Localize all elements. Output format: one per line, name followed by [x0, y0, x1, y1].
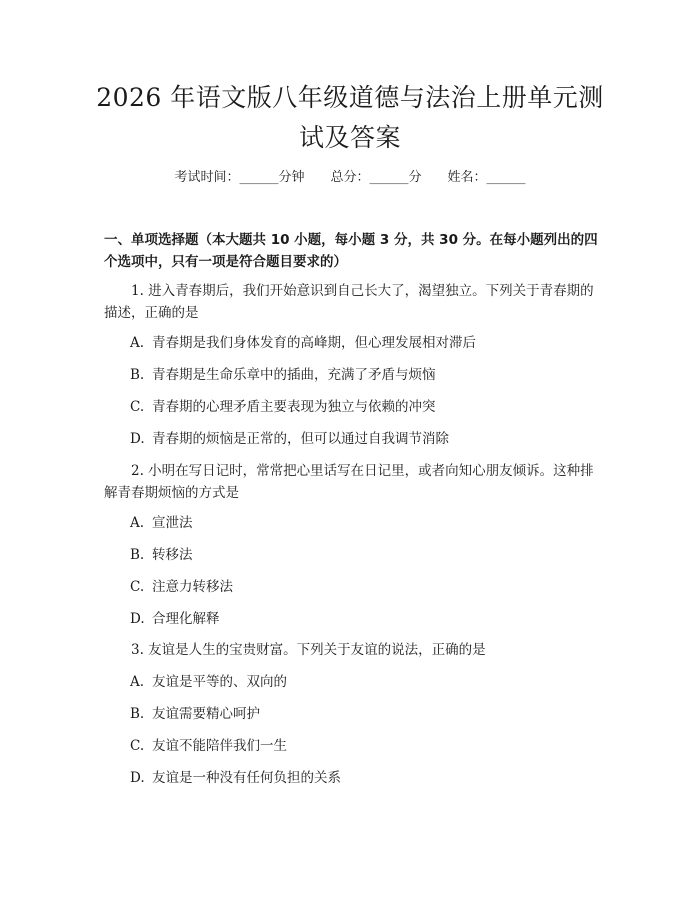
question-2-option-a [130, 512, 600, 534]
question-1-stem: 1. 进入青春期后，我们开始意识到自己长大了，渴望独立。下列关于青春期的描述，正确的是 [104, 283, 594, 321]
question-1-option-b [130, 364, 600, 386]
question-3-option-c [130, 735, 600, 757]
question-3-option-a [130, 671, 600, 693]
question-3-option-d [130, 767, 600, 789]
option-text: 青春期是我们身体发育的高峰期，但心理发展相对滞后 [152, 335, 476, 351]
option-text: 宣泄法 [152, 515, 193, 531]
option-letter: C. [130, 738, 145, 754]
option-text: 转移法 [152, 547, 193, 563]
option-letter: C. [130, 399, 145, 415]
option-letter: D. [130, 770, 145, 786]
document-title: 2026 年语文版八年级道德与法治上册单元测试及答案 [96, 83, 604, 152]
option-letter: B. [130, 547, 145, 563]
option-text: 注意力转移法 [152, 579, 233, 595]
exam-info-line [0, 168, 700, 188]
section-heading-single-choice: 一、单项选择题（本大题共 10 小题，每小题 3 分，共 30 分。在每小题列出的四个选项中，只有一项是符合题目要求的） [104, 232, 598, 270]
option-letter: C. [130, 579, 145, 595]
question-3-stem: 3. 友谊是人生的宝贵财富。下列关于友谊的说法，正确的是 [131, 642, 486, 658]
question-2-stem: 2. 小明在写日记时，常常把心里话写在日记里，或者向知心朋友倾诉。这种排解青春期烦恼的方式是 [104, 463, 594, 501]
option-letter: B. [130, 706, 145, 722]
question-2-option-c [130, 576, 600, 598]
option-letter: D. [130, 431, 145, 447]
option-text: 友谊需要精心呵护 [152, 706, 260, 722]
exam-info-text: 考试时间：______分钟 总分：______分 姓名：______ [174, 170, 526, 185]
question-1-option-a [130, 332, 600, 354]
option-text: 合理化解释 [152, 611, 220, 627]
option-text: 友谊是一种没有任何负担的关系 [152, 770, 341, 786]
option-letter: B. [130, 367, 145, 383]
option-letter: A. [130, 674, 145, 690]
option-text: 友谊不能陪伴我们一生 [152, 738, 287, 754]
option-letter: A. [130, 515, 145, 531]
question-3-option-b [130, 703, 600, 725]
question-2-option-d [130, 608, 600, 630]
question-2-option-b [130, 544, 600, 566]
option-letter: D. [130, 611, 145, 627]
option-letter: A. [130, 335, 145, 351]
option-text: 友谊是平等的、双向的 [152, 674, 287, 690]
option-text: 青春期的烦恼是正常的，但可以通过自我调节消除 [152, 431, 449, 447]
option-text: 青春期是生命乐章中的插曲，充满了矛盾与烦恼 [152, 367, 436, 383]
question-1-option-c [130, 396, 600, 418]
question-1-option-d [130, 428, 600, 450]
option-text: 青春期的心理矛盾主要表现为独立与依赖的冲突 [152, 399, 436, 415]
